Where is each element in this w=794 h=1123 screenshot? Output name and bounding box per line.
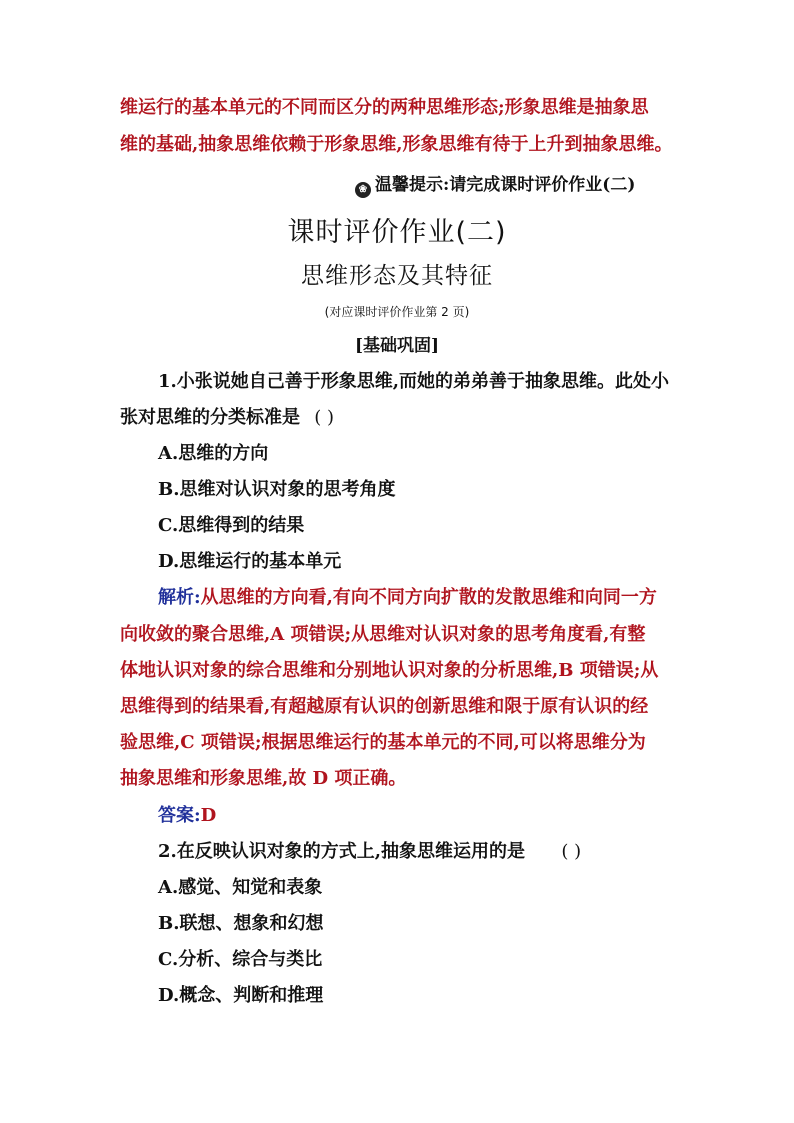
section-heading: [基础巩固] — [354, 336, 440, 356]
page-subtitle: 思维形态及其特征 — [301, 263, 493, 289]
q1-analysis-line-6: 抽象思维和形象思维,故 D 项正确。 — [120, 768, 407, 789]
q1-answer — [158, 804, 216, 828]
q2-option-b: B.联想、想象和幻想 — [158, 913, 324, 934]
q1-option-d: D.思维运行的基本单元 — [158, 551, 342, 572]
analysis-text: 从思维的方向看,有向不同方向扩散的发散思维和向同一方 — [200, 587, 657, 608]
tip-text: 温馨提示:请完成课时评价作业(二) — [375, 175, 636, 195]
q2-stem-text: 2.在反映认识对象的方式上,抽象思维运用的是 — [158, 841, 526, 862]
q1-analysis-line-4: 思维得到的结果看,有超越原有认识的创新思维和限于原有认识的经 — [120, 696, 649, 717]
page-reference: (对应课时评价作业第 2 页) — [324, 305, 470, 319]
q1-stem-text: 张对思维的分类标准是 — [120, 407, 300, 428]
analysis-label: 解析: — [158, 587, 201, 608]
q2-option-c: C.分析、综合与类比 — [158, 949, 323, 970]
q2-stem — [158, 840, 581, 864]
page-title: 课时评价作业(二) — [287, 217, 507, 248]
q1-stem-line-2 — [120, 406, 334, 430]
q2-answer-paren: ( ) — [561, 841, 582, 862]
top-continuation-line-2: 维的基础,抽象思维依赖于形象思维,形象思维有待于上升到抽象思维。 — [120, 134, 673, 155]
q1-analysis-line-3: 体地认识对象的综合思维和分别地认识对象的分析思维,B 项错误;从 — [120, 660, 659, 681]
q1-option-c: C.思维得到的结果 — [158, 515, 305, 536]
q1-analysis-line-5: 验思维,C 项错误;根据思维运行的基本单元的不同,可以将思维分为 — [120, 732, 646, 753]
q1-answer-paren: ( ) — [314, 407, 335, 428]
q2-option-a: A.感觉、知觉和表象 — [158, 877, 323, 898]
flower-icon: ❀ — [355, 182, 371, 198]
q1-stem-line-1: 1.小张说她自己善于形象思维,而她的弟弟善于抽象思维。此处小 — [158, 371, 670, 392]
q1-analysis-line-2: 向收敛的聚合思维,A 项错误;从思维对认识对象的思考角度看,有整 — [120, 624, 646, 645]
top-continuation-line-1: 维运行的基本单元的不同而区分的两种思维形态;形象思维是抽象思 — [120, 97, 649, 118]
q1-analysis-line-1 — [158, 586, 657, 610]
tip — [355, 170, 635, 198]
answer-label: 答案: — [158, 805, 201, 826]
q2-option-d: D.概念、判断和推理 — [158, 985, 324, 1006]
q1-option-a: A.思维的方向 — [158, 443, 269, 464]
q1-option-b: B.思维对认识对象的思考角度 — [158, 479, 396, 500]
answer-value: D — [200, 805, 217, 826]
